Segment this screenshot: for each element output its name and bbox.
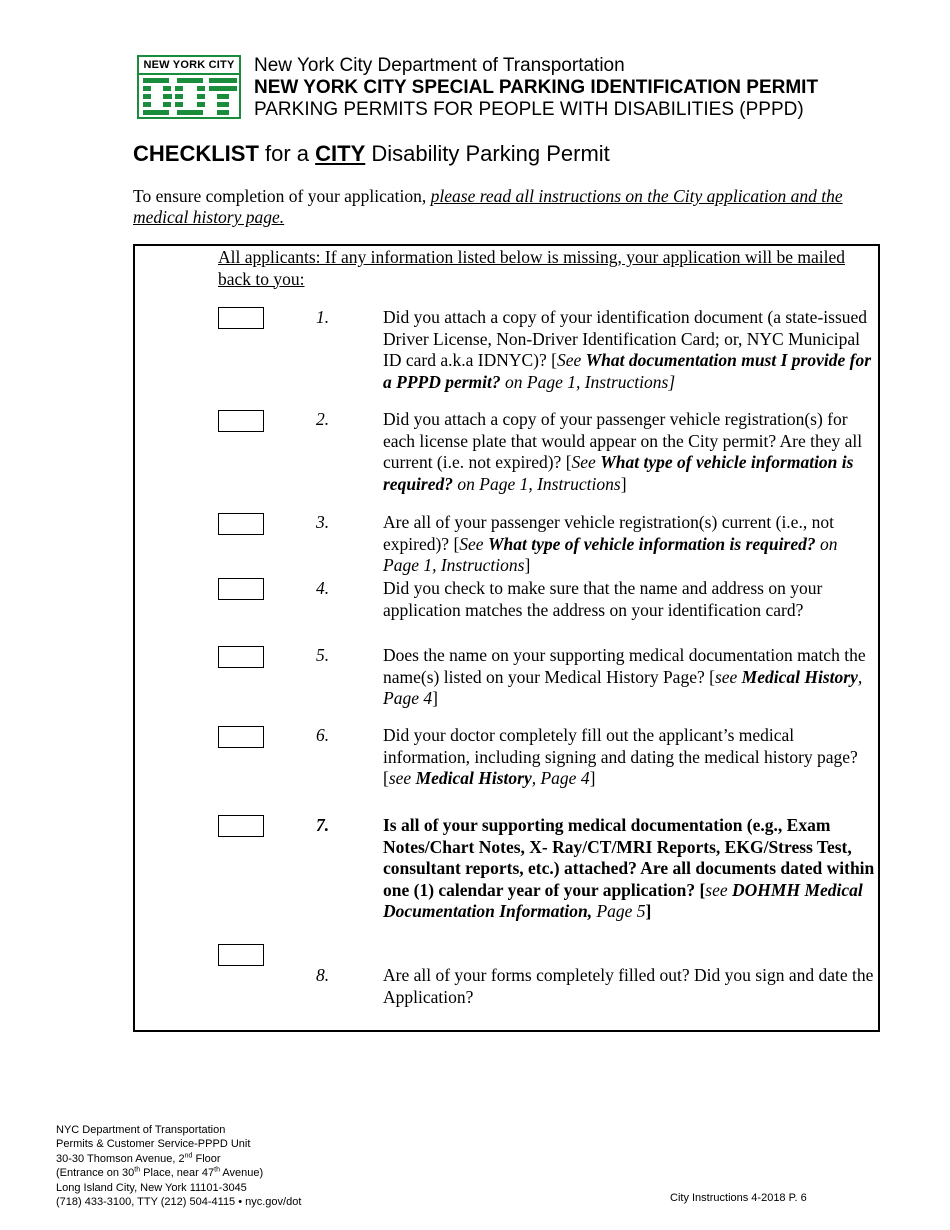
footer-contact: (718) 433-3100, TTY (212) 504-4115 • nyc.gov/dot <box>56 1196 302 1209</box>
dot-letters-icon <box>141 76 239 116</box>
title-checklist: CHECKLIST <box>133 141 259 166</box>
checklist-item-8: Are all of your forms completely filled out? Did you sign and date the Application? <box>383 965 874 1007</box>
title-for-a: for a <box>258 141 316 166</box>
checkbox-item-8[interactable] <box>218 944 264 966</box>
item-number: 6. <box>316 725 330 745</box>
checklist-item-7: Is all of your supporting medical documentation (e.g., Exam Notes/Chart Notes, X- Ray/CT/MRI Reports, EKG/Stress Test, consultant reports, etc.) attached? Are all documents dated within one (1) calendar year of your application? [see DOHMH Medical Documentation Information, Page 5] <box>383 815 875 921</box>
checkbox-item-1[interactable] <box>218 307 264 329</box>
checklist-item-6: Did your doctor completely fill out the applicant’s medical information, including signing and dating the medical history page? [see Medical History, Page 4] <box>383 725 858 788</box>
item-number: 3. <box>316 512 330 532</box>
checklist-item-1: Did you attach a copy of your identification document (a state-issued Driver License, Non-Driver Identification Card; or, NYC Municipal ID card a.k.a IDNYC)? [See What documentation must I provide for a PPPD permit? on Page 1, Instructions] <box>383 307 872 392</box>
intro-emphasis: please read all instructions on the City application and the medical history page. <box>133 186 843 227</box>
nyc-dot-logo <box>137 55 241 119</box>
footer-address <box>56 1123 301 1209</box>
header-permit-title: NEW YORK CITY SPECIAL PARKING IDENTIFICATION PERMIT <box>254 77 819 98</box>
checkbox-item-7[interactable] <box>218 815 264 837</box>
footer-line: NYC Department of Transportation <box>56 1124 226 1136</box>
header-pppd: PARKING PERMITS FOR PEOPLE WITH DISABILITIES (PPPD) <box>254 99 804 120</box>
footer-line: Permits & Customer Service-PPPD Unit <box>56 1138 251 1151</box>
item-number: 1. <box>316 307 330 327</box>
checkbox-item-6[interactable] <box>218 726 264 748</box>
checklist-item-4: Did you check to make sure that the name and address on your application matches the address on your identification card? <box>383 578 823 620</box>
checkbox-item-5[interactable] <box>218 646 264 668</box>
checklist-header: All applicants: If any information listed below is missing, your application will be mailed back to you: <box>218 247 845 289</box>
checklist-item-2: Did you attach a copy of your passenger vehicle registration(s) for each license plate that would appear on the City permit? Are they all current (i.e. not expired)? [See What type of vehicle information is required? on Page 1, Instructions] <box>383 409 863 494</box>
item-number: 2. <box>316 409 330 429</box>
intro-text <box>133 186 873 228</box>
footer-line: (Entrance on 30th Place, near 47th Avenue) <box>56 1166 264 1180</box>
title-city: CITY <box>315 141 366 166</box>
footer-line: Long Island City, New York 11101-3045 <box>56 1181 247 1194</box>
checklist-item-5: Does the name on your supporting medical documentation match the name(s) listed on your Medical History Page? [see Medical History, Page 4] <box>383 645 866 708</box>
header-department: New York City Department of Transportation <box>254 55 625 76</box>
item-number: 5. <box>316 645 330 665</box>
page-title <box>133 141 610 167</box>
checkbox-item-3[interactable] <box>218 513 264 535</box>
item-number: 4. <box>316 578 330 598</box>
item-number: 8. <box>316 965 330 985</box>
checklist-item-3: Are all of your passenger vehicle registration(s) current (i.e., not expired)? [See What type of vehicle information is required? on Page 1, Instructions] <box>383 512 838 575</box>
checkbox-item-2[interactable] <box>218 410 264 432</box>
intro-plain: To ensure completion of your application, <box>133 186 431 206</box>
logo-top-text: NEW YORK CITY <box>139 57 239 75</box>
item-number: 7. <box>316 815 330 835</box>
footer-line: 30-30 Thomson Avenue, 2nd Floor <box>56 1152 221 1165</box>
title-rest: Disability Parking Permit <box>365 141 610 166</box>
checkbox-item-4[interactable] <box>218 578 264 600</box>
page-number: City Instructions 4-2018 P. 6 <box>670 1192 807 1204</box>
